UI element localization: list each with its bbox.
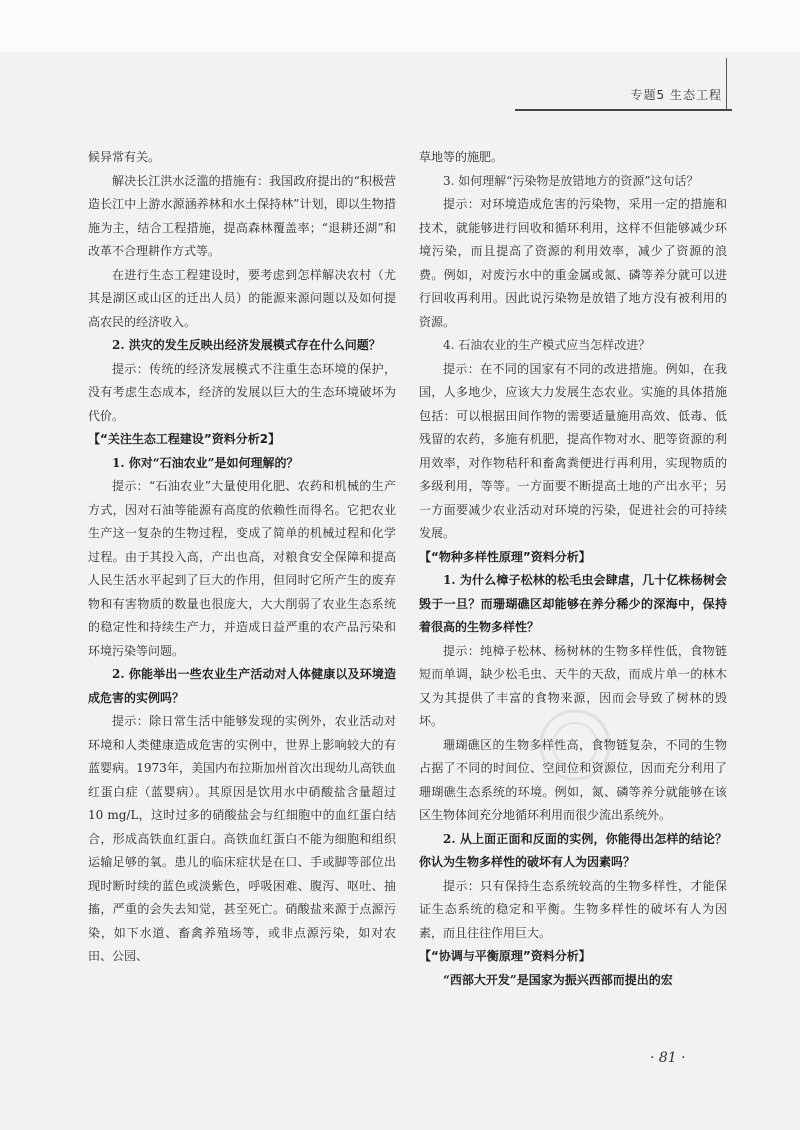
question: 4. 石油农业的生产模式应当怎样改进？ [443,338,651,352]
paragraph: 提示：传统的经济发展模式不注重生态环境的保护，没有考虑生态成本，经济的发展以巨大的生态环境破坏为代价。 [88,361,396,423]
question: 2. 洪灾的发生反映出经济发展模式存在什么问题？ [112,338,381,352]
question: 1. 为什么樟子松林的松毛虫会肆虐，几十亿株杨树会毁于一旦？而珊瑚礁区却能够在养分稀少的深海中，保持着很高的生物多样性？ [419,573,727,634]
section-heading: 【“物种多样性原理”资料分析】 [419,549,591,564]
section-heading: 【“协调与平衡原理”资料分析】 [419,949,591,963]
question: 1. 你对“石油农业”是如何理解的？ [112,455,299,470]
page-number: · 81 · [650,1050,686,1066]
paragraph: 提示：“石油农业”大量使用化肥、农药和机械的生产方式，因对石油等能源有高度的依赖性而得名。它把农业生产这一复杂的生物过程，变成了简单的机械过程和化学过程。由于其投入高，产出也高，对粮食安全保障和提高人民生活水平起到了巨大的作用，但同时它所产生的废弃物和有害物质的数量也很庞大，大大削弱了农业生态系统的稳定性和持续生产力，并造成日益严重的农产品污染和环境污染等问题。 [88,479,396,658]
paragraph: 珊瑚礁区的生物多样性高，食物链复杂，不同的生物占据了不同的时间位、空间位和资源位，因而充分利用了珊瑚礁生态系统的环境。例如，氮、磷等养分就能够在该区生物体间充分地循环利用而很少流出系统外。 [419,737,727,822]
question: 2. 你能举出一些农业生产活动对人体健康以及环境造成危害的实例吗？ [88,667,396,705]
paragraph: 在进行生态工程建设时，要考虑到怎样解决农村（尤其是湖区或山区的迁出人员）的能源来源问题以及如何提高农民的经济收入。 [88,267,396,329]
header-rule [515,109,732,111]
paragraph-continuation: 候异常有关。 [88,150,161,164]
header-vertical-rule [726,58,727,110]
running-header: 专题5 生态工程 [630,88,722,102]
question: “西部大开发”是国家为振兴西部而提出的宏 [443,972,673,987]
question: 2. 从上面正面和反面的实例，你能得出怎样的结论？你认为生物多样性的破坏有人为因素吗？ [419,831,727,869]
paragraph: 提示：纯樟子松林、杨树林的生物多样性低，食物链短而单调，缺少松毛虫、天牛的天敌，而成片单一的林木又为其提供了丰富的食物来源，因而会导致了树林的毁坏。 [419,643,727,728]
paragraph: 提示：对环境造成危害的污染物，采用一定的措施和技术，就能够进行回收和循环利用，这样不但能够减少环境污染，而且提高了资源的利用效率，减少了资源的浪费。例如，对废污水中的重金属或氮、磷等养分就可以进行回收再利用。因此说污染物是放错了地方没有被利用的资源。 [419,197,727,329]
paragraph: 提示：除日常生活中能够发现的实例外，农业活动对环境和人类健康造成危害的实例中，世界上影响较大的有蓝婴病。1973年，美国内布拉斯加州首次出现幼儿高铁血红蛋白症（蓝婴病）。其原因是饮用水中硝酸盐含量超过10 mg/L，这时过多的硝酸盐会与红细胞中的血红蛋白结合，形成高铁血红蛋白。高铁血红蛋白不能为细胞和组织运输足够的氧。患儿的临床症状是在口、手或脚等部位出现时断时续的蓝色或淡紫色，呼吸困难、腹泻、呕吐、抽搐，严重的会失去知觉，甚至死亡。硝酸盐来源于点源污染，如下水道、畜禽养殖场等，或非点源污染，如对农田、公园、 [88,714,396,963]
paragraph-continuation: 草地等的施肥。 [419,150,504,164]
section-heading: 【“关注生态工程建设”资料分析2】 [88,432,281,446]
left-column [88,146,396,969]
question: 3. 如何理解“污染物是放错地方的资源”这句话？ [443,173,699,188]
paragraph: 提示：在不同的国家有不同的改进措施。例如，在我国，人多地少，应该大力发展生态农业。实施的具体措施包括：可以根据田间作物的需要适量施用高效、低毒、低残留的农药，多施有机肥，提高作物对水、肥等资源的利用效率，对作物秸秆和畜禽粪便进行再利用，实现物质的多级利用，等等。一方面要不断提高土地的产出水平；另一方面要减少农业活动对环境的污染，促进社会的可持续发展。 [419,361,727,540]
right-column [419,146,727,992]
paragraph: 提示：只有保持生态系统较高的生物多样性，才能保证生态系统的稳定和平衡。生物多样性的破坏有人为因素，而且往往作用巨大。 [419,878,727,940]
top-margin [0,0,800,52]
paragraph: 解决长江洪水泛滥的措施有：我国政府提出的“积极营造长江中上游水源涵养林和水土保持林”计划，即以生物措施为主，结合工程措施，提高森林覆盖率；“退耕还湖”和改革不合理耕作方式等。 [88,173,396,258]
